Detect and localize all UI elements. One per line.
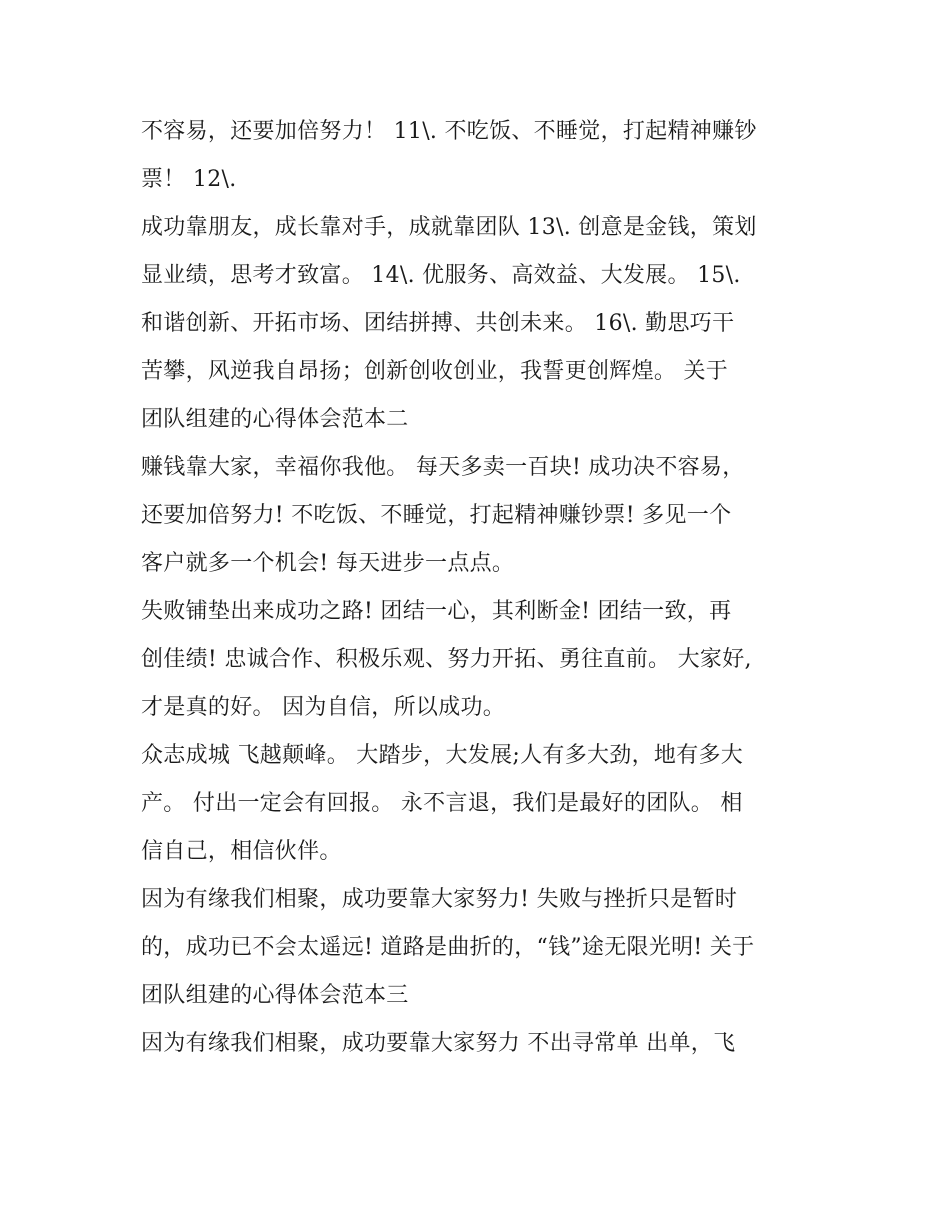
text-line: 因为有缘我们相聚，成功要靠大家努力! 失败与挫折只是暂时 (141, 887, 738, 912)
text-line: 赚钱靠大家，幸福你我他。 每天多卖一百块! 成功决不容易， (141, 455, 745, 480)
text-line: 众志成城 飞越颠峰。 大踏步，大发展;人有多大劲，地有多大 (141, 743, 744, 768)
text-line: 失败铺垫出来成功之路! 团结一心，其利断金! 团结一致，再 (141, 599, 732, 624)
text-line: 票！ 12\. (141, 167, 237, 192)
text-line: 信自己，相信伙伴。 (141, 839, 342, 864)
text-line: 因为有缘我们相聚，成功要靠大家努力 不出寻常单 出单，飞 (141, 1031, 736, 1056)
text-line: 的，成功已不会太遥远! 道路是曲折的，“钱”途无限光明! 关于 (141, 935, 755, 960)
text-line: 产。 付出一定会有回报。 永不言退，我们是最好的团队。 相 (141, 791, 743, 816)
text-line: 客户就多一个机会! 每天进步一点点。 (141, 551, 515, 576)
text-line: 显业绩，思考才致富。 14\. 优服务、高效益、大发展。 15\. (141, 263, 741, 288)
section-heading: 团队组建的心得体会范本二 (141, 407, 409, 432)
text-line: 还要加倍努力! 不吃饭、不睡觉，打起精神赚钞票! 多见一个 (141, 503, 732, 528)
text-line: 和谐创新、开拓市场、团结拼搏、共创未来。 16\. 勤思巧干 (141, 311, 735, 336)
document-body (141, 108, 821, 1068)
text-line: 才是真的好。 因为自信，所以成功。 (141, 695, 506, 720)
text-line: 苦攀，风逆我自昂扬；创新创收创业，我誓更创辉煌。 关于 (141, 359, 729, 384)
section-heading: 团队组建的心得体会范本三 (141, 983, 409, 1008)
text-line: 成功靠朋友，成长靠对手，成就靠团队 13\. 创意是金钱，策划 (141, 215, 757, 240)
text-line: 不容易，还要加倍努力！ 11\. 不吃饭、不睡觉，打起精神赚钞 (141, 119, 757, 144)
text-line: 创佳绩! 忠诚合作、积极乐观、努力开拓、勇往直前。 大家好, (141, 647, 752, 672)
